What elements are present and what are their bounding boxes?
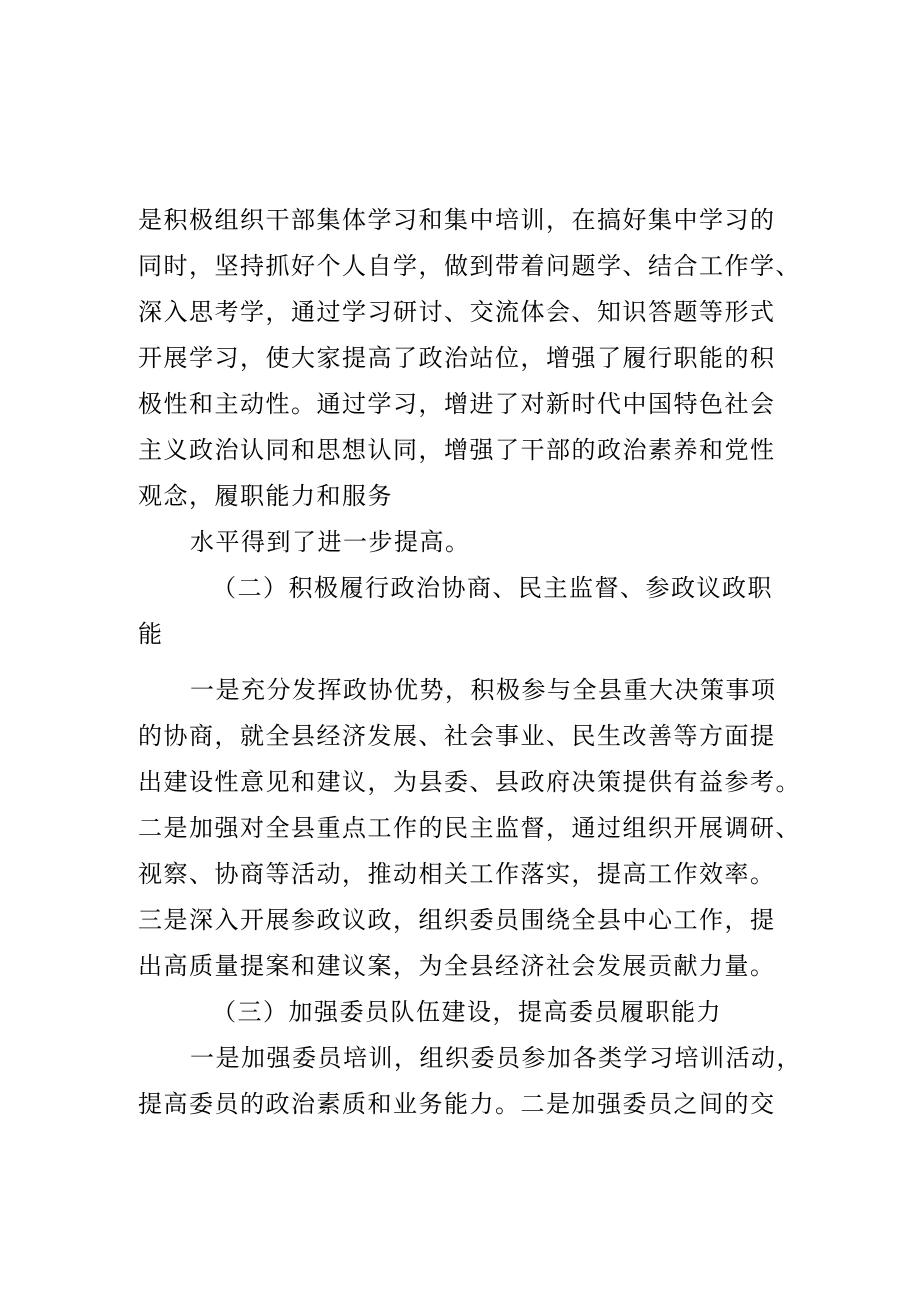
text-line: 一是充分发挥政协优势，积极参与全县重大决策事项 <box>190 676 777 704</box>
text-line: 出建设性意见和建议，为县委、县政府决策提供有益参考。 <box>138 768 801 796</box>
text-line: 提高委员的政治素质和业务能力。二是加强委员之间的交 <box>138 1090 776 1118</box>
text-line: 观念，履职能力和服务 <box>138 482 393 510</box>
text-line: 出高质量提案和建议案，为全县经济社会发展贡献力量。 <box>138 952 776 980</box>
text-line: 极性和主动性。通过学习，增进了对新时代中国特色社会 <box>138 390 776 418</box>
text-line: 深入思考学，通过学习研讨、交流体会、知识答题等形式 <box>138 298 776 326</box>
text-line: 水平得到了进一步提高。 <box>190 528 471 556</box>
section-heading-2: （二）积极履行政治协商、民主监督、参政议政职 <box>212 574 773 602</box>
text-line: 同时，坚持抓好个人自学，做到带着问题学、结合工作学、 <box>138 252 801 280</box>
text-line: 二是加强对全县重点工作的民主监督，通过组织开展调研、 <box>138 814 801 842</box>
text-line: 三是深入开展参政议政，组织委员围绕全县中心工作，提 <box>138 906 776 934</box>
text-line: 是积极组织干部集体学习和集中培训，在搞好集中学习的 <box>138 206 776 234</box>
text-line: 的协商，就全县经济发展、社会事业、民生改善等方面提 <box>138 722 776 750</box>
text-line: 主义政治认同和思想认同，增强了干部的政治素养和党性 <box>138 436 776 464</box>
section-heading-3: （三）加强委员队伍建设，提高委员履职能力 <box>212 998 722 1026</box>
text-line: 开展学习，使大家提高了政治站位，增强了履行职能的积 <box>138 344 776 372</box>
text-line: 视察、协商等活动，推动相关工作落实，提高工作效率。 <box>138 860 776 888</box>
text-line: 一是加强委员培训，组织委员参加各类学习培训活动， <box>190 1044 802 1072</box>
section-heading-2-continuation: 能 <box>138 620 164 648</box>
